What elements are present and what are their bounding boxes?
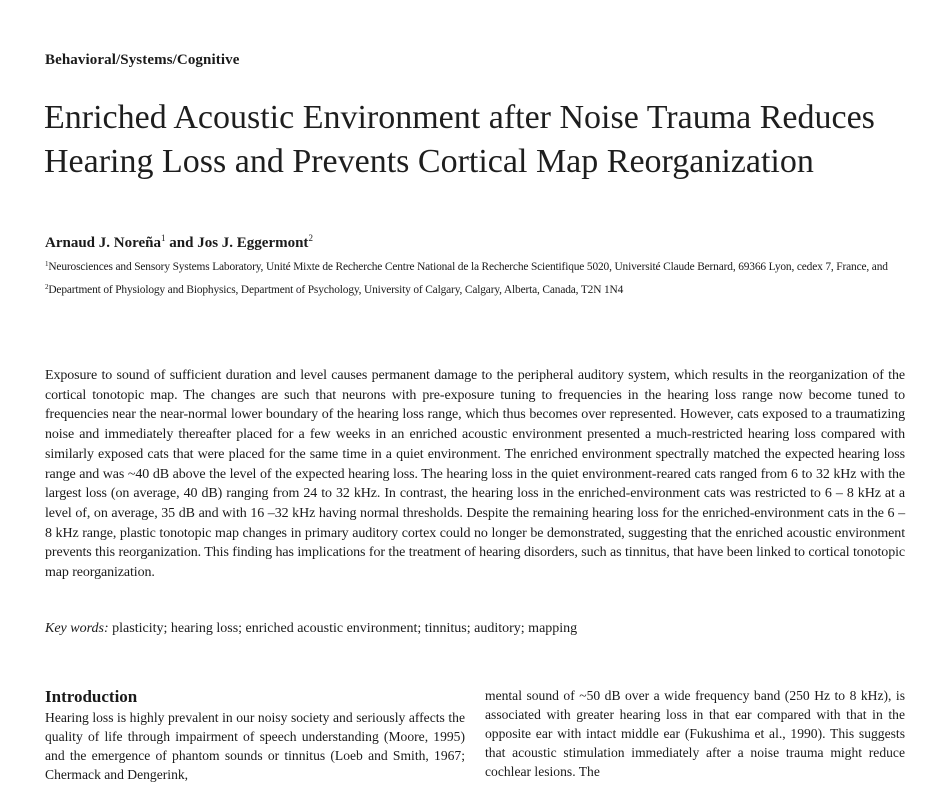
section-heading-introduction: Introduction — [45, 687, 138, 706]
paper-title: Enriched Acoustic Environment after Noise Trauma Reduces Hearing Loss and Prevents Cortical Map Reorganization — [44, 99, 875, 180]
abstract: Exposure to sound of sufficient duration and level causes permanent damage to the peripheral auditory system, which results in the reorganization of the cortical tonotopic map. The changes are such that neurons with pre-exposure tuning to frequencies in the hearing loss range now become tuned to frequencies near the near-normal lower boundary of the hearing loss range, which thus becomes over represented. However, cats exposed to a traumatizing noise and immediately thereafter placed for a few weeks in an enriched acoustic environment presented a much-restricted hearing loss compared with similarly exposed cats that were placed for the same time in a quiet environment. The enriched environment spectrally matched the expected hearing loss range and was ~40 dB above the level of the expected hearing loss. The hearing loss in the quiet environment-reared cats ranged from 6 to 32 kHz with the largest loss (on average, 40 dB) ranging from 24 to 32 kHz. In contrast, the hearing loss in the enriched-environment cats was restricted to 6 – 8 kHz at a level of, on average, 35 dB and with 16 –32 kHz having normal thresholds. Despite the remaining hearing loss for the enriched-environment cats in the 6 – 8 kHz range, plastic tonotopic map changes in primary auditory cortex could no longer be demonstrated, suggesting that the enriched acoustic environment prevents this reorganization. This finding has implications for the treatment of hearing disorders, such as tinnitus, that have been linked to cortical tonotopic map reorganization. — [45, 368, 905, 581]
affiliation-marker: 2 — [45, 283, 49, 291]
affiliation — [45, 254, 905, 300]
author-name: Jos J. Eggermont — [197, 235, 309, 251]
section-label: Behavioral/Systems/Cognitive — [45, 52, 240, 68]
affiliation-marker: 1 — [45, 260, 49, 268]
keywords-label: Key words: — [45, 621, 109, 636]
keywords-text: plasticity; hearing loss; enriched acoustic environment; tinnitus; auditory; mapping — [108, 621, 578, 636]
body-paragraph: Hearing loss is highly prevalent in our noisy society and seriously affects the quality of life through impairment of speech understanding (Moore, 1995) and the emergence of phantom sounds or tinnitus (Loeb and Smith, 1967; Chermack and Dengerink, — [45, 710, 465, 782]
body-paragraph: mental sound of ~50 dB over a wide frequency band (250 Hz to 8 kHz), is associated with greater hearing loss in that ear compared with that in the opposite ear with intact middle ear (Fukushima et al., 1990). This suggests that acoustic stimulation immediately after a noise trauma might reduce cochlear lesions. The — [485, 688, 905, 779]
affiliation-text: Neurosciences and Sensory Systems Laboratory, Unité Mixte de Recherche Centre National de la Recherche Scientifique 5020, Université Claude Bernard, 69366 Lyon, cedex 7, France, and — [48, 261, 888, 273]
author-conjunction: and — [165, 235, 198, 251]
affiliation-marker: 2 — [308, 233, 313, 243]
authors — [45, 233, 313, 252]
left-column — [45, 686, 465, 784]
author-name: Arnaud J. Noreña — [45, 235, 161, 251]
keywords — [45, 621, 905, 637]
right-column — [485, 686, 905, 781]
affiliation-text: Department of Physiology and Biophysics, Department of Psychology, University of Calgary, Calgary, Alberta, Canada, T2N 1N4 — [48, 284, 624, 296]
affiliation-marker: 1 — [161, 233, 166, 243]
